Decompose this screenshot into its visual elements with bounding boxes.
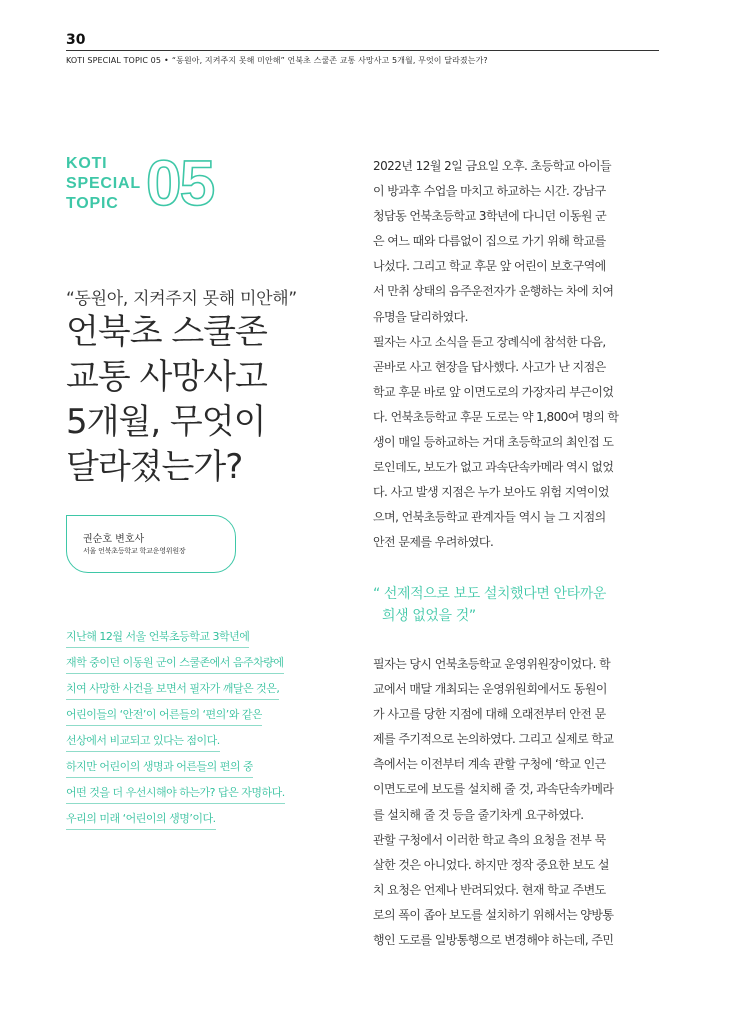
body-line: 가 사고를 당한 지점에 대해 오래전부터 안전 문: [373, 707, 606, 722]
lead-line: 지난해 12월 서울 언북초등학교 3학년에: [66, 626, 249, 648]
body-text-part-1: [373, 154, 663, 556]
page-number: 30: [66, 32, 86, 48]
body-line: 행인 도로를 일방통행으로 변경해야 하는데, 주민: [373, 933, 614, 948]
lead-line: 우리의 미래 ‘어린이의 생명’이다.: [66, 808, 216, 830]
author-affiliation: 서울 언북초등학교 학교운영위원장: [83, 547, 186, 555]
body-line: 로인데도, 보도가 없고 과속단속카메라 역시 없었: [373, 460, 614, 475]
body-line: 관할 구청에서 이러한 학교 측의 요청을 전부 묵: [373, 832, 606, 847]
header-rule: [66, 50, 659, 51]
running-title: KOTI SPECIAL TOPIC 05: [66, 56, 162, 65]
body-line: 으며, 언북초등학교 관계자들 역시 늘 그 지점의: [373, 510, 606, 525]
title-line: 교통 사망사고: [66, 357, 267, 397]
author-name: 권순호 변호사: [83, 534, 145, 545]
body-line: 안전 문제를 우려하였다.: [373, 535, 494, 550]
lead-line: 어린이들의 ‘안전’이 어른들의 ‘편의’와 같은: [66, 704, 262, 726]
pull-quote-line: 희생 없었을 것”: [382, 608, 476, 624]
body-line: 이면도로에 보도를 설치해 줄 것, 과속단속카메라: [373, 782, 614, 797]
running-separator: •: [164, 56, 169, 65]
body-line: 학교 후문 바로 앞 이면도로의 가장자리 부근이었: [373, 384, 614, 399]
pull-quote: [373, 583, 663, 627]
author-box: [66, 515, 236, 573]
body-line: 교에서 매달 개최되는 운영위원회에서도 동원이: [373, 682, 607, 697]
body-line: 이 방과후 수업을 마치고 하교하는 시간. 강남구: [373, 184, 606, 199]
body-line: 서 만취 상태의 음주운전자가 운행하는 차에 치여: [373, 284, 614, 299]
article-title: [66, 310, 366, 490]
body-line: 치 요청은 언제나 반려되었다. 현재 학교 주변도: [373, 882, 606, 897]
body-line: 생이 매일 등하교하는 거대 초등학교의 최인접 도: [373, 435, 614, 450]
body-line: 측에서는 이전부터 계속 관할 구청에 ‘학교 인근: [373, 757, 606, 772]
lead-line: 선상에서 비교되고 있다는 점이다.: [66, 730, 220, 752]
body-line: 다. 사고 발생 지점은 누가 보아도 위험 지역이었: [373, 485, 609, 500]
body-line: 로의 폭이 좁아 보도를 설치하기 위해서는 양방통: [373, 907, 614, 922]
body-line: 제를 주기적으로 논의하였다. 그리고 실제로 학교: [373, 732, 614, 747]
lead-line: 치여 사망한 사건을 보면서 필자가 깨달은 것은,: [66, 678, 279, 700]
lead-summary: [66, 626, 328, 834]
brand-word-topic: TOPIC: [66, 195, 119, 212]
body-line: 은 여느 때와 다름없이 집으로 가기 위해 학교를: [373, 234, 606, 249]
brand-word-special: SPECIAL: [66, 175, 141, 192]
running-subtitle: “동원아, 지켜주지 못해 미안해” 언북초 스쿨존 교통 사망사고 5개월, 무엇이 달라졌는가?: [171, 56, 488, 65]
body-line: 를 설치해 줄 것 등을 줄기차게 요구하였다.: [373, 807, 584, 822]
body-line: 살한 것은 아니었다. 하지만 정작 중요한 보도 설: [373, 857, 609, 872]
body-line: 다. 언북초등학교 후문 도로는 약 1,800여 명의 학: [373, 409, 619, 424]
body-line: 필자는 사고 소식을 듣고 장례식에 참석한 다음,: [373, 334, 606, 349]
brand-word-koti: KOTI: [66, 155, 108, 172]
running-header: [66, 55, 666, 66]
lead-line: 재학 중이던 이동원 군이 스쿨존에서 음주차량에: [66, 652, 284, 674]
body-line: 유명을 달리하였다.: [373, 309, 468, 324]
body-line: 곧바로 사고 현장을 답사했다. 사고가 난 지점은: [373, 359, 606, 374]
title-line: 5개월, 무엇이: [66, 402, 266, 442]
body-text-part-2: [373, 652, 663, 953]
pull-quote-line: “ 선제적으로 보도 설치했다면 안타까운: [373, 586, 607, 602]
body-line: 나섰다. 그리고 학교 후문 앞 어린이 보호구역에: [373, 259, 606, 274]
body-line: 2022년 12월 2일 금요일 오후. 초등학교 아이들: [373, 159, 612, 173]
article-subtitle: “동원아, 지켜주지 못해 미안해”: [66, 289, 297, 309]
lead-line: 어떤 것을 더 우선시해야 하는가? 답은 자명하다.: [66, 782, 285, 804]
title-line: 달라졌는가?: [66, 447, 243, 487]
body-line: 청담동 언북초등학교 3학년에 다니던 이동원 군: [373, 209, 607, 224]
section-number: 05: [146, 147, 214, 219]
body-line: 필자는 당시 언북초등학교 운영위원장이었다. 학: [373, 657, 611, 671]
title-line: 언북초 스쿨존: [66, 312, 267, 352]
lead-line: 하지만 어린이의 생명과 어른들의 편의 중: [66, 756, 253, 778]
section-brand-words: [66, 154, 141, 214]
